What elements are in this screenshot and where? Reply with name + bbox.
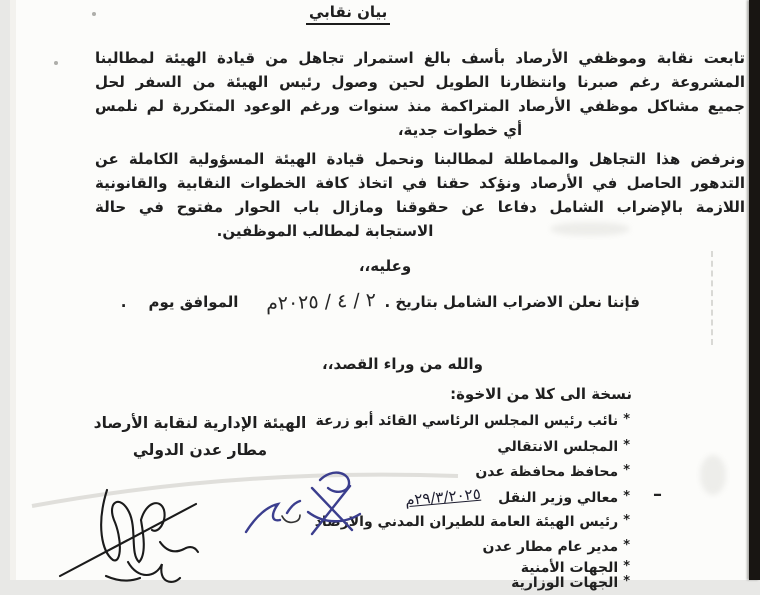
asterisk-bullet-icon: * — [623, 463, 630, 478]
paragraph-line: التدهور الحاصل في الأرصاد ونؤكد حقنا في اتخاذ كافة الخطوات النقابية والقانونية — [95, 174, 745, 192]
scan-speck — [92, 12, 96, 16]
copy-list-item — [316, 410, 630, 432]
copy-list-item — [511, 572, 630, 594]
copies-heading: نسخة الى كلا من الاخوة: — [450, 385, 632, 403]
copy-item-label: الجهات الأمنية — [520, 560, 619, 576]
copy-item-label: نائب رئيس المجلس الرئاسي القائد أبو زرعة — [315, 413, 619, 429]
issuer-line-1: الهيئة الإدارية لنقابة الأرصاد — [93, 414, 307, 432]
handwritten-date-annotation: ٢٩/٣/٢٠٢٥م — [404, 484, 482, 510]
asterisk-bullet-icon: * — [623, 574, 630, 589]
asterisk-bullet-icon: * — [623, 513, 630, 528]
signature-ink-black — [60, 490, 198, 582]
asterisk-bullet-icon: * — [623, 412, 630, 427]
transition-word: وعليه،، — [358, 257, 412, 275]
declaration-text: فإننا نعلن الاضراب الشامل بتاريخ . — [384, 293, 640, 311]
blank-day-dot: . — [120, 293, 127, 311]
copy-item-label: رئيس الهيئة العامة للطيران المدني والارصاد — [314, 514, 619, 530]
signatures-area — [10, 430, 480, 580]
copy-list-item — [475, 461, 630, 483]
paragraph-line: المشروعة رغم صبرنا وانتظارنا الطويل لحين وصول رئيس الهيئة من السفر لحل — [95, 73, 745, 91]
paragraph-line: ونرفض هذا التجاهل والمماطلة لمطالبنا ونحمل قيادة الهيئة المسؤولية الكاملة عن — [95, 150, 745, 168]
paragraph-line: جميع مشاكل موظفي الأرصاد المتراكمة منذ سنوات ورغم الوعود المتكررة لم نلمس — [95, 97, 745, 115]
copy-item-label: المجلس الانتقالي — [497, 439, 619, 455]
paragraph-1 — [95, 46, 745, 142]
asterisk-bullet-icon: * — [623, 489, 630, 504]
paragraph-2 — [95, 147, 745, 243]
scan-crease-line — [32, 475, 458, 506]
copy-item-label: معالي وزير النقل — [498, 490, 619, 506]
paragraph-line: اللازمة بالإضراب الشامل دفاعا عن حقوقنا ومازال باب الحوار مفتوح في حالة — [95, 198, 745, 216]
statement-title: بيان نقابي — [306, 3, 390, 25]
handwritten-strike-date: ٢ / ٤ / ٢٠٢٥م — [266, 289, 377, 315]
signature-ink-blue — [246, 473, 360, 534]
margin-dash-mark: – — [653, 484, 662, 505]
issuer-line-2: مطار عدن الدولي — [132, 441, 268, 459]
copy-list-item — [483, 536, 630, 558]
scan-speck — [54, 61, 58, 65]
scan-edge-bar — [749, 0, 760, 580]
scan-smudge — [700, 455, 726, 495]
paragraph-line: أي خطوات جدية، — [397, 121, 523, 139]
paragraph-line: تابعت نقابة وموظفي الأرصاد بأسف بالغ استمرار تجاهل من قيادة الهيئة لمطالبنا — [95, 49, 745, 67]
asterisk-bullet-icon: * — [623, 438, 630, 453]
asterisk-bullet-icon: * — [623, 538, 630, 553]
paragraph-line: الاستجابة لمطالب الموظفين. — [216, 222, 434, 240]
copy-item-label: محافظ محافظة عدن — [475, 464, 619, 480]
declaration-follow-text: الموافق يوم — [148, 293, 239, 311]
asterisk-bullet-icon: * — [623, 559, 630, 574]
closing-phrase: والله من وراء القصد،، — [322, 355, 483, 373]
copy-list-item — [497, 436, 630, 458]
scanned-union-statement — [10, 0, 760, 591]
copy-item-label: الجهات الوزارية — [511, 575, 619, 591]
copy-item-label: مدير عام مطار عدن — [482, 539, 619, 555]
strike-declaration-line — [121, 291, 640, 313]
